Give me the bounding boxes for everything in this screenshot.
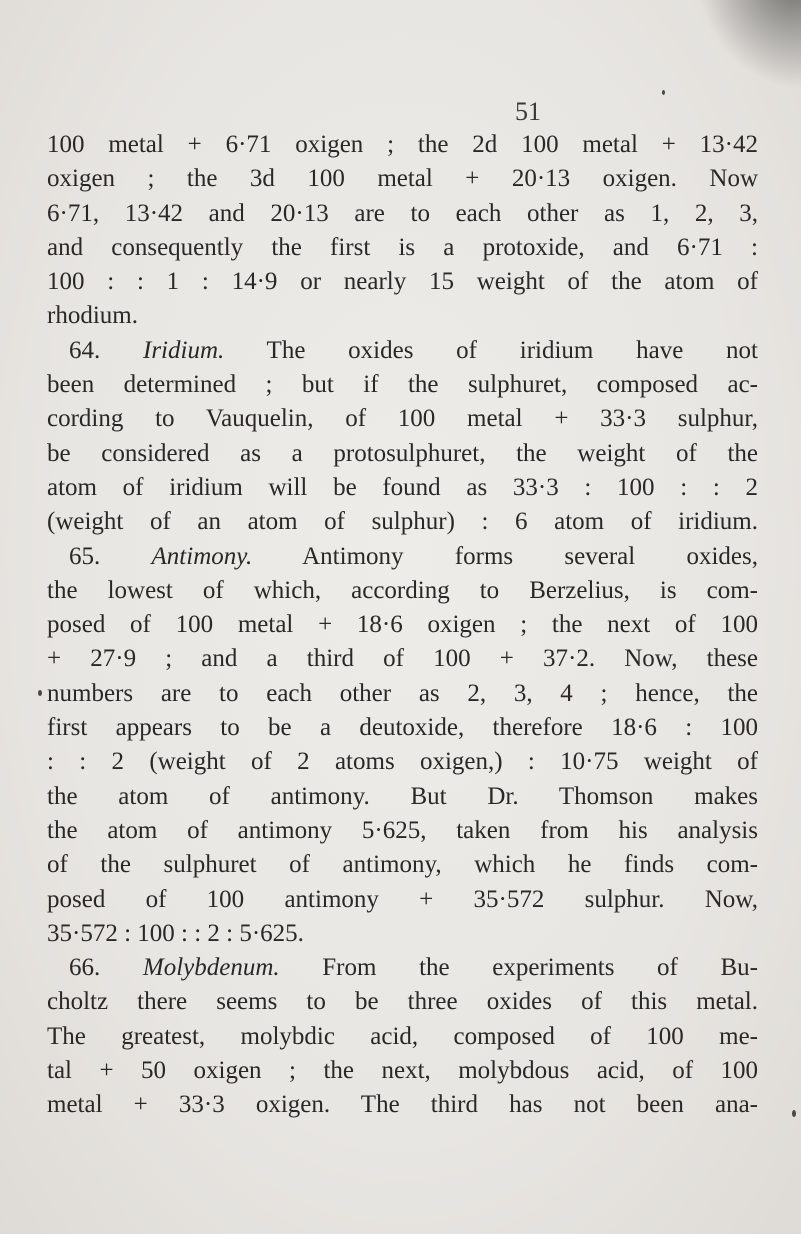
- text-line: [47, 574, 758, 608]
- text-line: [47, 642, 758, 676]
- text-run: the atom of antimony 5·625, taken from his analysis: [47, 816, 758, 844]
- text-line: [47, 505, 758, 539]
- text-line: [47, 128, 758, 162]
- text-run: posed of 100 metal + 18·6 oxigen ; the next of 100: [47, 611, 758, 639]
- text-run: numbers are to each other as 2, 3, 4 ; hence, the: [47, 679, 758, 707]
- text-line: [47, 780, 758, 814]
- text-run: Antimony forms several oxides,: [252, 542, 758, 570]
- text-run: first appears to be a deutoxide, therefore 18·6 : 100: [47, 714, 758, 742]
- paragraph-molybdenum: [47, 951, 758, 1122]
- text-run: 65.: [69, 542, 152, 570]
- text-run: rhodium.: [47, 302, 138, 330]
- text-run: cording to Vauquelin, of 100 metal + 33·3 sulphur,: [47, 405, 758, 433]
- text-line: [47, 848, 758, 882]
- text-run: 100 : : 1 : 14·9 or nearly 15 weight of the atom of: [47, 268, 758, 296]
- text-run: tal + 50 oxigen ; the next, molybdous acid, of 100: [47, 1057, 758, 1085]
- paragraph-antimony: [47, 540, 758, 952]
- text-line: [47, 814, 758, 848]
- text-run: 100 metal + 6·71 oxigen ; the 2d 100 metal + 13·42: [47, 131, 758, 158]
- text-line: [47, 265, 758, 299]
- body-text: [47, 128, 758, 1123]
- text-line: [47, 197, 758, 231]
- section-heading: Iridium.: [143, 336, 225, 364]
- text-line: [47, 471, 758, 505]
- text-run: oxigen ; the 3d 100 metal + 20·13 oxigen. Now: [47, 165, 758, 193]
- text-run: and consequently the first is a protoxide, and 6·71 :: [47, 233, 758, 261]
- text-line: [47, 1020, 758, 1054]
- text-run: 6·71, 13·42 and 20·13 are to each other as 1, 2, 3,: [47, 199, 758, 227]
- text-line: [47, 711, 758, 745]
- page-corner-shadow: [692, 0, 801, 115]
- text-line: [47, 917, 758, 951]
- text-run: 66.: [69, 954, 143, 982]
- text-line: [47, 402, 758, 436]
- text-line: [47, 883, 758, 917]
- text-line: [47, 299, 758, 333]
- text-run: The greatest, molybdic acid, composed of 100 me-: [47, 1022, 758, 1050]
- text-run: the atom of antimony. But Dr. Thomson makes: [47, 782, 758, 810]
- text-run: : : 2 (weight of 2 atoms oxigen,) : 10·75 weight of: [47, 748, 758, 776]
- text-line: [47, 540, 758, 574]
- text-run: of the sulphuret of antimony, which he finds com-: [47, 851, 758, 879]
- text-run: From the experiments of Bu-: [279, 954, 758, 982]
- text-run: atom of iridium will be found as 33·3 : 100 : : 2: [47, 473, 758, 501]
- text-line: [47, 368, 758, 402]
- paragraph-rhodium-continued: [47, 128, 758, 334]
- text-run: The oxides of iridium have not: [224, 336, 758, 364]
- text-run: (weight of an atom of sulphur) : 6 atom of iridium.: [47, 508, 758, 536]
- ink-speck: [662, 90, 665, 95]
- text-line: [47, 985, 758, 1019]
- text-run: + 27·9 ; and a third of 100 + 37·2. Now, these: [47, 645, 758, 673]
- text-run: posed of 100 antimony + 35·572 sulphur. Now,: [47, 885, 758, 913]
- section-heading: Antimony.: [151, 542, 253, 570]
- text-line: [47, 437, 758, 471]
- text-run: the lowest of which, according to Berzelius, is com-: [47, 576, 758, 604]
- text-run: 35·572 : 100 : : 2 : 5·625.: [47, 919, 304, 947]
- paragraph-iridium: [47, 334, 758, 540]
- section-heading: Molybdenum.: [142, 954, 280, 982]
- text-line: [47, 1088, 758, 1122]
- text-line: [47, 745, 758, 779]
- text-line: [47, 1054, 758, 1088]
- text-line: [47, 677, 758, 711]
- text-run: metal + 33·3 oxigen. The third has not been ana-: [47, 1091, 758, 1119]
- text-run: be considered as a protosulphuret, the weight of the: [47, 439, 758, 467]
- text-line: [47, 162, 758, 196]
- text-line: [47, 951, 758, 985]
- text-run: 64.: [69, 336, 143, 364]
- text-line: [47, 231, 758, 265]
- ink-speck: [38, 690, 42, 696]
- text-line: [47, 334, 758, 368]
- text-line: [47, 608, 758, 642]
- text-run: choltz there seems to be three oxides of this metal.: [47, 988, 758, 1016]
- page-number: 51: [515, 97, 541, 126]
- ink-speck: [792, 1110, 796, 1117]
- text-run: been determined ; but if the sulphuret, composed ac-: [47, 371, 758, 399]
